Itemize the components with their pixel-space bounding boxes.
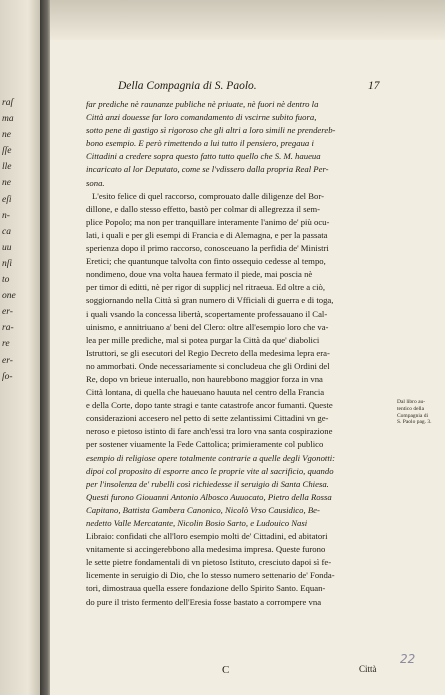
text-line: sotto pene di gastigo sì rigoroso che gli altri a loro simili ne prendereb- — [86, 125, 336, 136]
text-line: licemente in seruigio di Dio, che lo stesso numero settenario de' Fonda- — [86, 570, 335, 581]
text-line: Libraio: confidati che all'loro esempio molti de' Cittadini, ed abitatori — [86, 531, 328, 542]
text-fragment: er- — [2, 307, 13, 318]
text-line: Città anzi douesse far loro comandamento di vscirne subito fuora, — [86, 112, 317, 123]
text-line: Capitano, Battista Gambera Canonico, Nicolò Vrso Causidico, Be- — [86, 504, 320, 515]
text-line: considerazioni accesero nel petto di sette zelantissimi Cittadini vn ge- — [86, 413, 329, 424]
text-line: per sostener viuamente la Fede Cattolica; primieramente col publico — [86, 439, 324, 450]
text-fragment: re — [2, 339, 10, 350]
text-fragment: ſſe — [2, 146, 12, 157]
text-line: soggiornando nella Città sì gran numero di Vfficiali di guerra e di toga, — [86, 295, 334, 306]
text-line: neroso e pietoso istinto di fare anch'essi tra loro vna santa cospirazione — [86, 426, 333, 437]
text-line: i quali vsando la concessa libertà, scopertamente professauano il Cal- — [86, 308, 328, 319]
margin-note — [397, 399, 443, 426]
text-fragment: to — [2, 275, 10, 286]
text-line: bono esempio. E però rimettendo a lui tutto il pensiero, pregaua i — [86, 138, 314, 149]
archive-page-number: 22 — [400, 652, 416, 666]
text-line: e della Corte, dopo tante stragi e tante catastrofe ancor fumanti. Queste — [86, 400, 333, 411]
text-fragment: uu — [2, 242, 12, 253]
text-line: le sette pietre fondamentali di vn pietoso Istituto, cresciuto dapoi sì fe- — [86, 557, 332, 568]
signature-mark: C — [222, 664, 230, 676]
text-line: Questi furono Giouanni Antonio Albosco Auuocato, Pietro della Rossa — [86, 491, 332, 502]
text-line: Istruttori, se gli esecutori del Regio Decreto della medesima lepra era- — [86, 347, 330, 358]
text-line: do pure il tristo fermento dell'Eresia fosse bastato a corrompere vna — [86, 596, 322, 607]
text-fragment: ra- — [2, 323, 14, 334]
text-fragment: eſi — [2, 194, 12, 205]
margin-note-line: Dal libro au- — [397, 399, 426, 405]
page-number: 17 — [368, 80, 380, 92]
text-line: Eretici; che quantunque talvolta con finto ossequio cedesse al tempo, — [86, 256, 326, 267]
margin-note-line: tentico della — [397, 405, 425, 412]
margin-note-line: Compagnia di — [397, 412, 429, 419]
text-line: far prediche nè raunanze publiche nè priuate, nè fuori nè dentro la — [86, 99, 319, 109]
text-line: plice Popolo; ma non per tranquillare interamente l'animo de' più ocu- — [86, 216, 330, 227]
text-line: per timor di editti, nè per rigor di supplicj nel ritraeua. Ed oltre a ciò, — [86, 282, 326, 293]
page-top-shadow — [50, 0, 445, 40]
text-line: vnitamente si accingerebbono alla medesima impresa. Queste furono — [86, 544, 326, 555]
text-fragment: ne — [2, 178, 11, 189]
text-line: sona. — [86, 177, 105, 188]
margin-note-line: S. Paolo pag. 3. — [397, 419, 432, 426]
text-fragment: n- — [2, 210, 10, 221]
text-line: sperienza dopo il primo raccorso, conosceuano la perfidia de' Ministri — [86, 243, 329, 254]
text-line: dipoi col proposito di esporre anco le proprie vite al sacrificio, quando — [86, 465, 334, 476]
text-line: per l'insolenza de' rubelli così richiedesse il seruigio di Santa Chiesa. — [86, 478, 329, 489]
text-line: no ammorbati. Onde necessariamente si concludeua che gli Ordini del — [86, 360, 330, 371]
previous-page-text-fragments — [2, 95, 38, 385]
text-fragment: nſi — [2, 258, 13, 269]
text-fragment: one — [2, 291, 16, 302]
text-fragment: lle — [2, 162, 12, 173]
text-line: L'esito felice di quel raccorso, comprouato dalle diligenze del Bor- — [92, 190, 325, 201]
text-fragment: er- — [2, 355, 13, 366]
text-fragment: ne — [2, 130, 11, 141]
text-line: esempio di religiose opere totalmente contrarie a quelle degli Vgonotti: — [86, 452, 336, 463]
text-line: dillone, e dallo stesso effetto, bastò per colmar di allegrezza il sem- — [86, 203, 321, 214]
text-line: Cittadini a credere sopra questo fatto tutto quello che S. M. haueua — [86, 151, 321, 162]
text-line: Città lontana, di quella che haueuano hauuta nel centro della Francia — [86, 387, 325, 398]
text-fragment: ſo- — [2, 371, 13, 382]
text-fragment: raſ — [2, 98, 14, 108]
body-text — [86, 98, 396, 609]
text-line: tori, dimostraua quella essere fondazione dello Spirito Santo. Equan- — [86, 583, 326, 594]
catchword: Città — [359, 664, 377, 674]
text-fragment: ma — [2, 114, 14, 125]
text-line: lati, i quali e per gli esempi di Francia e di Alemagna, e per la passata — [86, 229, 328, 240]
text-line: Re, dopo vn brieue interuallo, non haurebbono maggior forza in vna — [86, 373, 323, 384]
running-head: Della Compagnia di S. Paolo. — [118, 80, 257, 92]
text-line: nondimeno, doue vna volta hauea fermato il piede, mai poscia nè — [86, 269, 313, 280]
text-line: incaricato al lor Deputato, come se l'vdissero dalla propria Real Per- — [86, 164, 329, 175]
text-fragment: ca — [2, 226, 11, 237]
text-line: nedetto Valle Mercatante, Nicolin Bosio Sarto, e Ludouico Nasi — [86, 518, 308, 528]
text-line: uinismo, e annitriuano a' beni del Clero: oltre all'esempio loro che va- — [86, 321, 329, 332]
text-line: lea per mille prediche, mal si potea purgar la Città da que' diabolici — [86, 334, 320, 345]
